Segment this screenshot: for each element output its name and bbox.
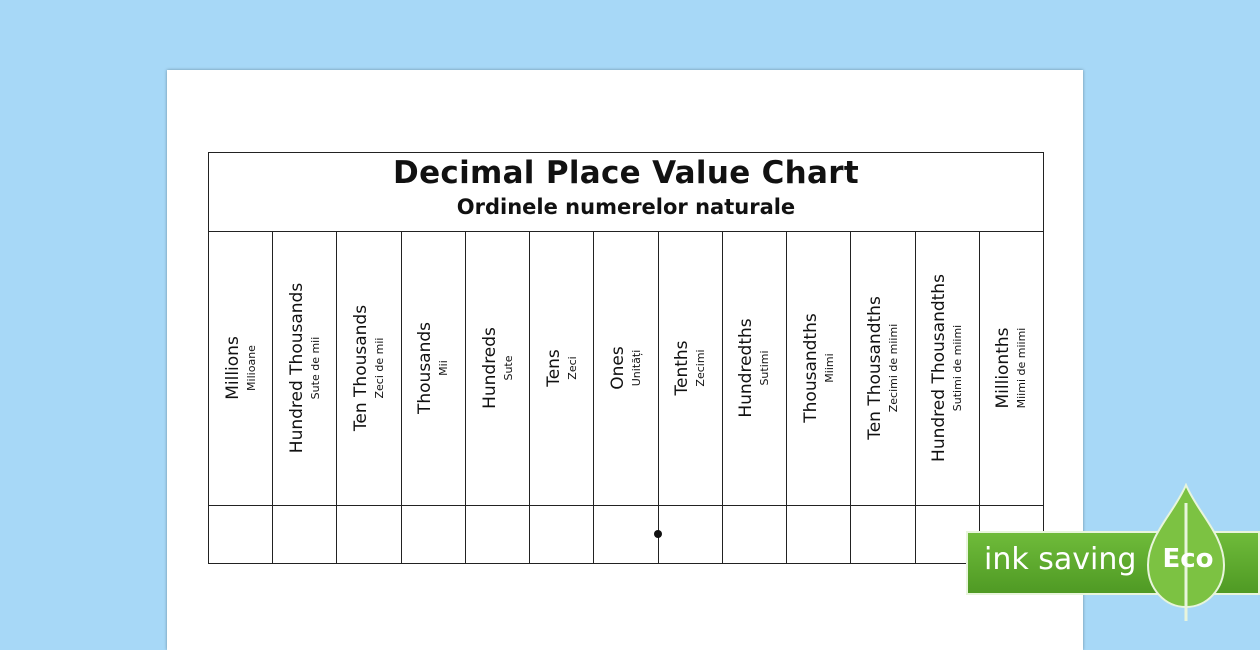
column-translation: Zecimi: [694, 349, 708, 387]
column-translation: Zeci: [565, 356, 579, 380]
column-header-tens: [530, 231, 594, 505]
eco-label: Eco: [1162, 544, 1214, 574]
column-header-thousandths: [787, 231, 851, 505]
place-value-chart: [208, 152, 1044, 564]
digit-cell: [851, 506, 915, 563]
digit-cell: [402, 506, 466, 563]
digit-cell: [723, 506, 787, 563]
column-translation: Sute de mii: [308, 336, 322, 400]
column-label: Hundred Thousands: [286, 282, 307, 454]
column-translation: Milioane: [244, 345, 258, 391]
column-label: Millions: [222, 336, 243, 400]
column-label: Hundred Thousandths: [929, 274, 950, 462]
column-label: Ones: [608, 346, 629, 390]
digit-cell: [530, 506, 594, 563]
column-header-tenths: [659, 231, 723, 505]
digit-cell: [337, 506, 401, 563]
column-label: Millionths: [993, 327, 1014, 409]
column-translation: Sutimi de miimi: [951, 324, 965, 412]
chart-subtitle: Ordinele numerelor naturale: [456, 195, 796, 219]
column-translation: Miimi: [822, 353, 836, 383]
column-label: Ten Thousandths: [864, 296, 885, 440]
column-header-millions: [209, 231, 273, 505]
digit-cell: [787, 506, 851, 563]
digit-cell: [466, 506, 530, 563]
column-header-hundred-thousandths: [916, 231, 980, 505]
column-label: Ten Thousands: [351, 304, 372, 432]
column-header-millionths: [980, 231, 1043, 505]
column-label: Hundreds: [479, 327, 500, 409]
column-translation: Miimi de miimi: [1015, 327, 1029, 409]
column-header-thousands: [402, 231, 466, 505]
column-translation: Sute: [501, 355, 515, 381]
ink-saving-text: ink saving: [984, 542, 1137, 577]
column-label: Thousands: [415, 321, 436, 415]
digit-cell: [273, 506, 337, 563]
column-header-hundreds: [466, 231, 530, 505]
digit-cell: [594, 506, 658, 563]
column-translation: Unități: [630, 349, 644, 387]
chart-header: [209, 153, 1043, 232]
digit-cell: [209, 506, 273, 563]
column-label: Hundredths: [736, 318, 757, 418]
chart-title: Decimal Place Value Chart: [393, 155, 859, 191]
column-header-hundredths: [723, 231, 787, 505]
column-header-ten-thousandths: [851, 231, 915, 505]
column-label: Tens: [543, 349, 564, 387]
column-translation: Sutimi: [758, 350, 772, 386]
column-label: Tenths: [672, 340, 693, 396]
column-translation: Zeci de mii: [373, 337, 387, 399]
digit-row: [209, 506, 1043, 563]
column-headers: [209, 231, 1043, 506]
column-label: Thousandths: [800, 313, 821, 423]
column-translation: Zecimi de miimi: [886, 323, 900, 413]
digit-cell: [659, 506, 723, 563]
column-translation: Mii: [437, 360, 451, 376]
column-header-ten-thousands: [337, 231, 401, 505]
column-header-ones: [594, 231, 658, 505]
column-header-hundred-thousands: [273, 231, 337, 505]
